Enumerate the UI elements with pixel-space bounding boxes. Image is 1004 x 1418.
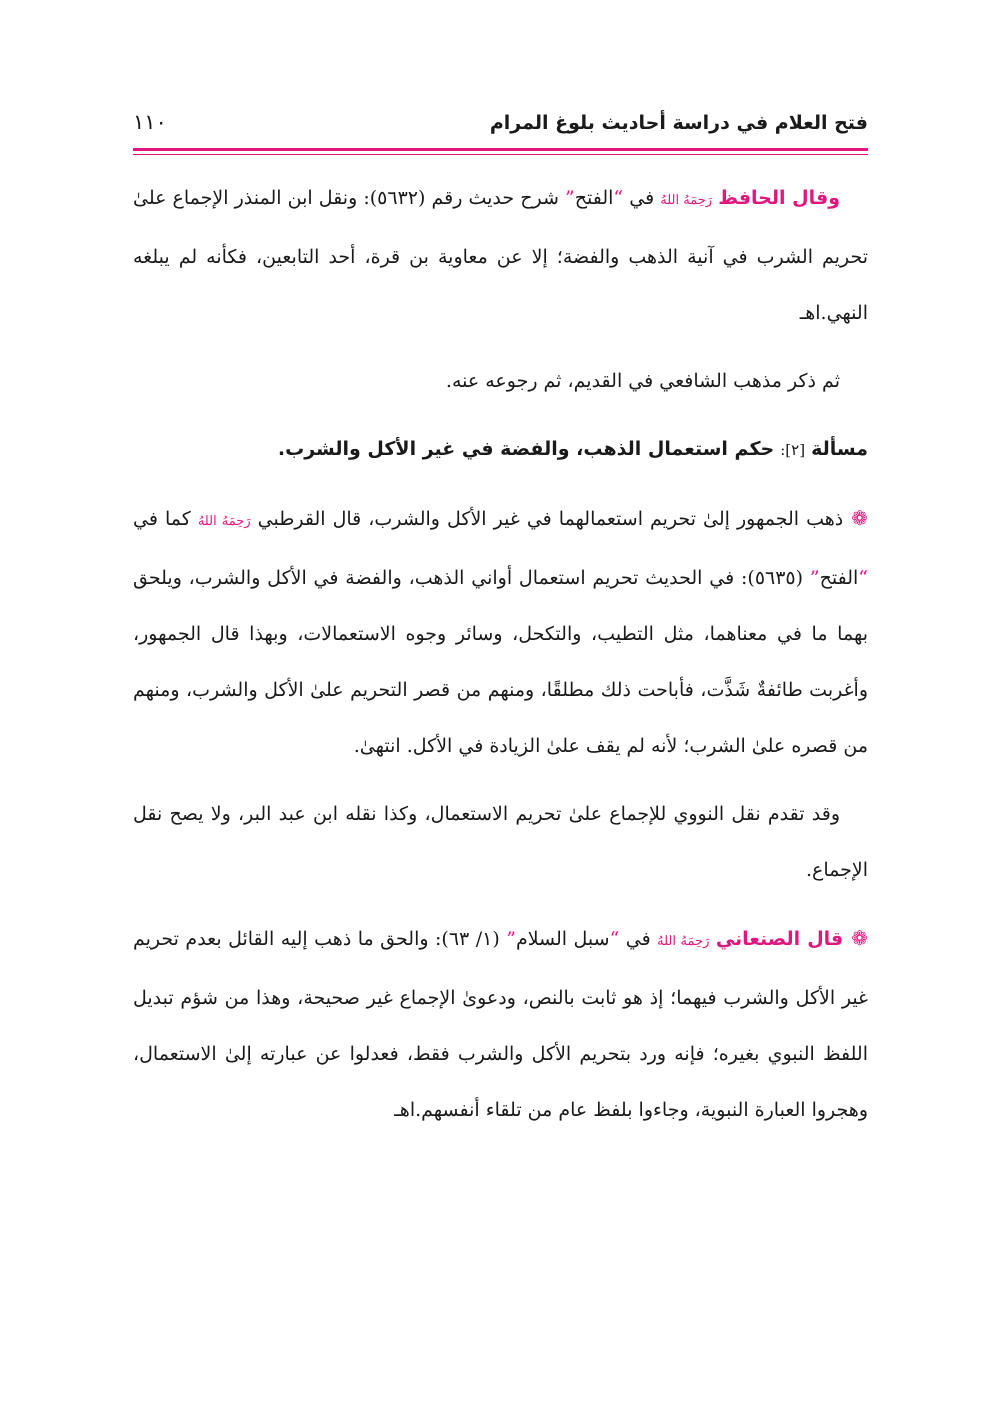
- honorific-glyph: رَحِمَهُ اللهُ: [660, 193, 713, 208]
- quote-close-mark: ”: [565, 187, 575, 209]
- running-title: فتح العلام في دراسة أحاديث بلوغ المرام: [489, 112, 868, 134]
- paragraph-text: في: [619, 928, 658, 950]
- quote-open-mark: “: [613, 187, 624, 209]
- speaker-name: قال الصنعاني: [715, 928, 844, 950]
- masala-label: مسألة: [811, 438, 868, 460]
- paragraph-text: (١/ ٦٣): والحق ما ذهب إليه القائل بعدم تحريم غير الأكل والشرب فيهما؛ إذ هو ثابت بالنص، ودعوىٰ الإجماع غير صحيحة، وهذا من شؤم تبديل اللفظ النبوي بغيره؛ فإنه ورد بتحريم الأكل والشرب فقط، فعدلوا عن عبارته إلىٰ الاستعمال، وهجروا العبارة النبوية، وجاءوا بلفظ عام من تلقاء أنفسهم.اهـ: [133, 928, 868, 1121]
- masala-number: [٢]:: [780, 441, 806, 459]
- flower-ornament-icon: ❁: [851, 506, 868, 530]
- paragraph-shafii: [133, 353, 868, 409]
- page-body: [133, 170, 868, 1150]
- book-title: سبل السلام: [515, 928, 610, 950]
- paragraph-text: (٥٦٣٥): في الحديث تحريم استعمال أواني الذهب، والفضة في الأكل والشرب، ويلحق بهما ما في معناهما، مثل التطيب، والتكحل، وسائر وجوه الاستعمالات، وبهذا قال الجمهور، وأغربت طائفةٌ شَذَّت، فأباحت ذلك مطلقًا، ومنهم من قصر التحريم علىٰ الأكل والشرب، ومنهم من قصره علىٰ الشرب؛ لأنه لم يقف علىٰ الزيادة في الأكل. انتهىٰ.: [133, 567, 868, 757]
- paragraph-text: ثم ذكر مذهب الشافعي في القديم، ثم رجوعه عنه.: [445, 370, 840, 392]
- honorific-glyph: رَحِمَهُ اللهُ: [657, 934, 710, 949]
- page-number: ١١٠: [133, 110, 167, 134]
- paragraph-text: شرح حديث رقم (٥٦٣٢): ونقل ابن المنذر الإجماع علىٰ تحريم الشرب في آنية الذهب والفضة؛ إلا عن معاوية بن قرة، أحد التابعين، فكأنه لم يبلغه النهي.اهـ: [133, 187, 868, 324]
- book-title: الفتح: [819, 567, 859, 589]
- quote-close-mark: ”: [506, 928, 516, 950]
- masala-title: حكم استعمال الذهب، والفضة في غير الأكل والشرب.: [277, 438, 775, 460]
- quote-open-mark: “: [609, 928, 620, 950]
- flower-ornament-icon: ❁: [851, 926, 869, 950]
- paragraph-sanani: [133, 910, 868, 1138]
- honorific-glyph: رَحِمَهُ اللهُ: [197, 514, 251, 529]
- page-header: [133, 108, 868, 144]
- paragraph-nawawi: [133, 786, 868, 898]
- header-rule-thick: [133, 148, 868, 151]
- paragraph-text: وقد تقدم نقل النووي للإجماع علىٰ تحريم الاستعمال، وكذا نقله ابن عبد البر، ولا يصح نقل الإجماع.: [133, 803, 868, 881]
- speaker-name: وقال الحافظ: [718, 187, 841, 209]
- quote-open-mark: “: [858, 567, 868, 589]
- paragraph-text: في: [623, 187, 661, 209]
- paragraph-qurtubi: [133, 490, 868, 774]
- header-rule-thin: [133, 154, 868, 155]
- paragraph-hafiz-quote: [133, 170, 868, 341]
- quote-close-mark: ”: [809, 567, 820, 589]
- paragraph-text: ذهب الجمهور إلىٰ تحريم استعمالهما في غير الأكل والشرب، قال القرطبي: [250, 508, 844, 530]
- book-title: الفتح: [574, 187, 614, 209]
- paragraph-text: كما في: [133, 508, 198, 530]
- document-page: [133, 108, 868, 1308]
- masala-heading: [133, 421, 868, 478]
